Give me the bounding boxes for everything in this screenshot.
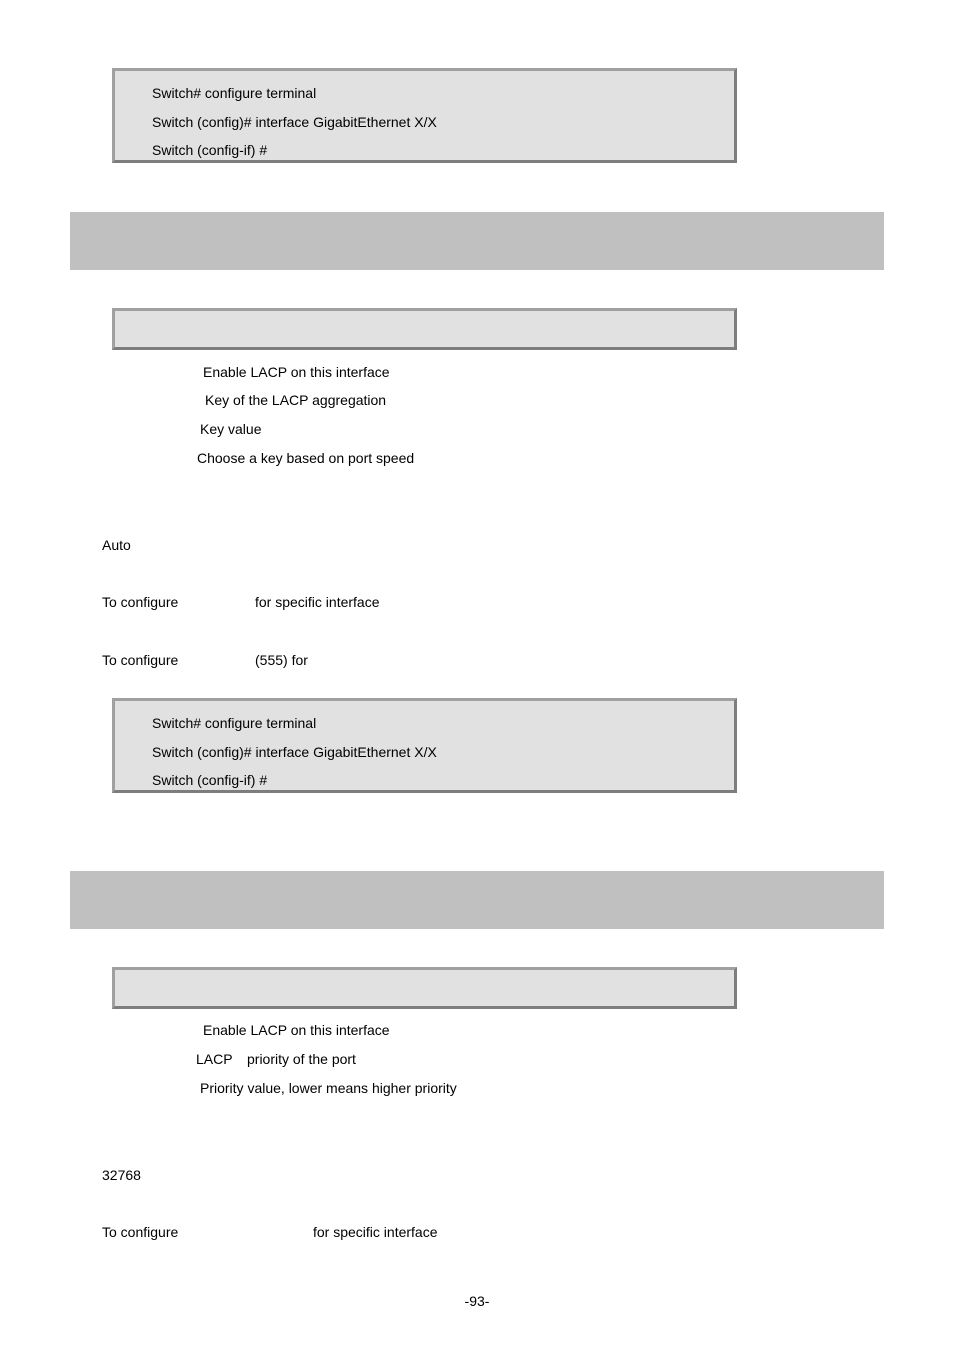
syntax-box [112, 967, 737, 1009]
param-keyword: LACP [196, 1051, 233, 1067]
code-line: Switch# configure terminal [152, 715, 317, 731]
usage-prefix: To configure [102, 594, 179, 610]
code-line: Switch# configure terminal [152, 85, 317, 101]
code-block [112, 698, 737, 793]
code-line: Switch (config-if) # [152, 142, 268, 158]
usage-prefix: To configure [102, 1224, 179, 1240]
code-block [112, 68, 737, 163]
param-description: Enable LACP on this interface [203, 364, 390, 380]
code-line: Switch (config)# interface GigabitEthernet X/X [152, 114, 437, 130]
usage-suffix: for specific interface [313, 1224, 438, 1240]
code-line: Switch (config-if) # [152, 772, 268, 788]
param-description: Choose a key based on port speed [197, 450, 415, 466]
code-line: Switch (config)# interface GigabitEthernet X/X [152, 744, 437, 760]
usage-suffix: for specific interface [255, 594, 380, 610]
section-header-bar [70, 212, 884, 270]
param-description: Key value [200, 421, 262, 437]
param-description: Priority value, lower means higher priority [200, 1080, 457, 1096]
default-value: Auto [102, 537, 131, 553]
param-description: priority of the port [247, 1051, 356, 1067]
section-header-bar [70, 871, 884, 929]
default-value: 32768 [102, 1167, 141, 1183]
param-description: Key of the LACP aggregation [205, 392, 387, 408]
page-number: -93- [464, 1293, 490, 1309]
syntax-box [112, 308, 737, 350]
example-prefix: To configure [102, 652, 179, 668]
example-suffix: (555) for [255, 652, 308, 668]
param-description: Enable LACP on this interface [203, 1022, 390, 1038]
